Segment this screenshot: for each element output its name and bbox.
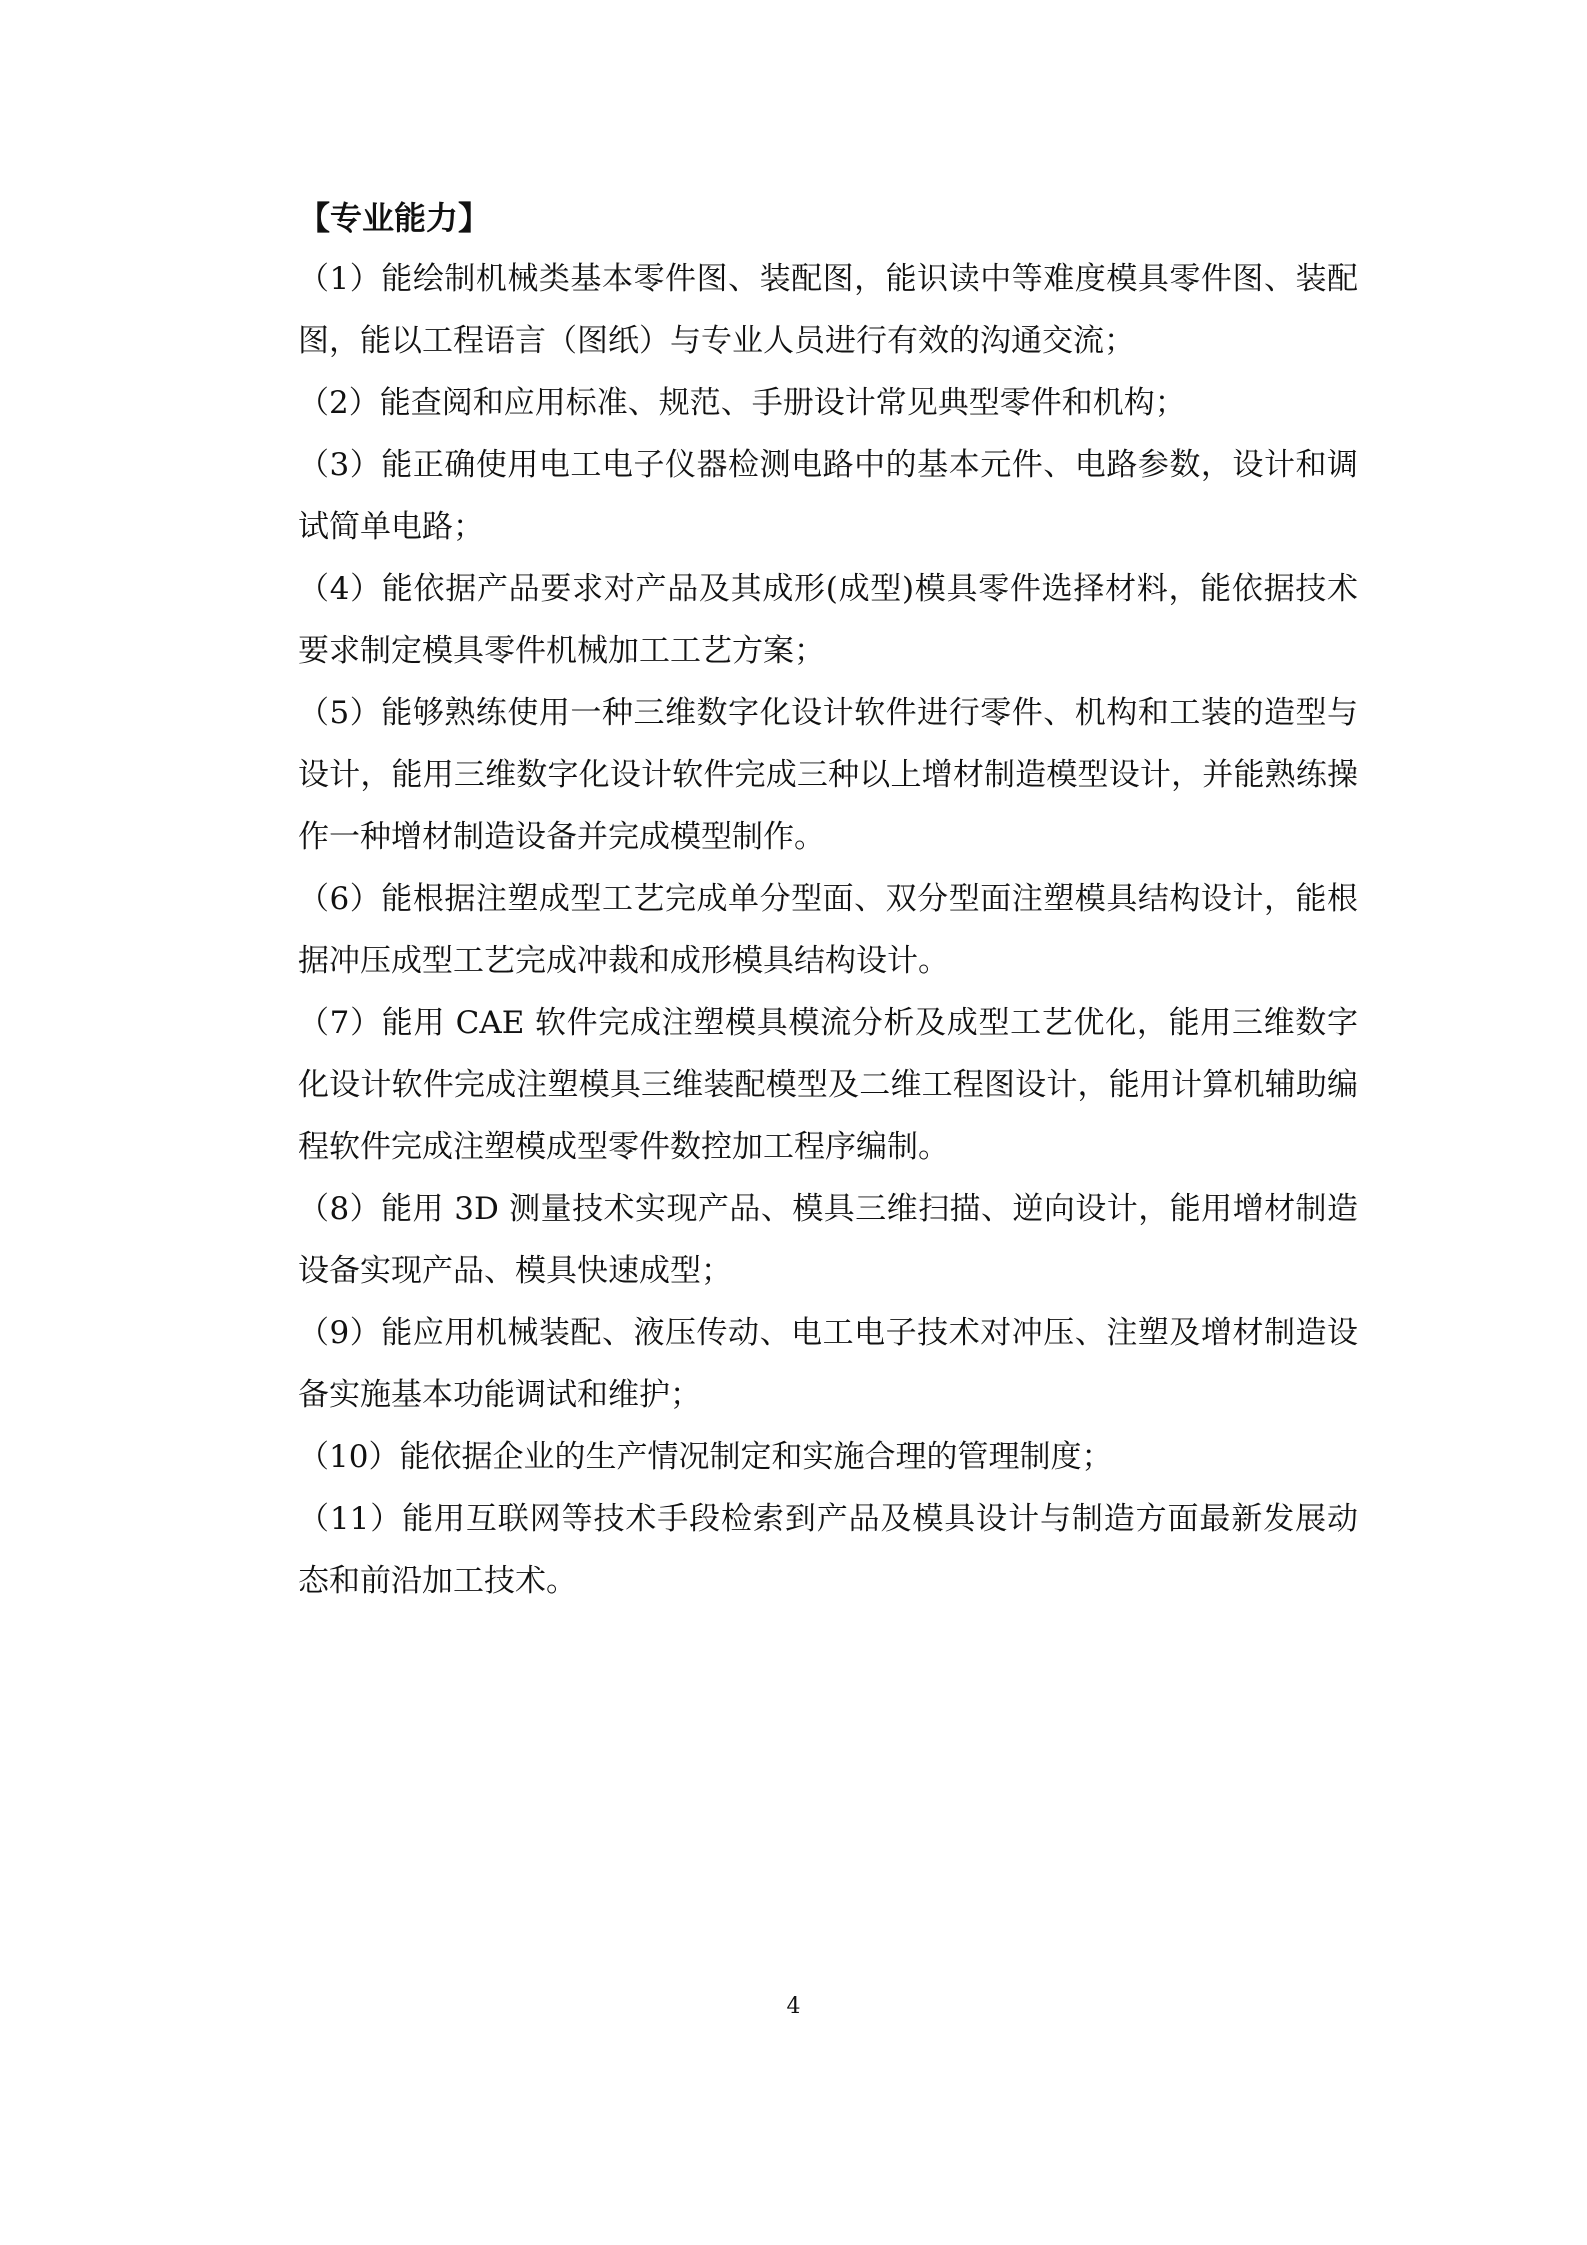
ability-item-2: （2）能查阅和应用标准、规范、手册设计常见典型零件和机构；	[298, 385, 1186, 421]
ability-item-9: （9）能应用机械装配、液压传动、电工电子技术对冲压、注塑及增材制造设备实施基本功能调试和维护；	[298, 1315, 1358, 1413]
ability-item-8: （8）能用 3D 测量技术实现产品、模具三维扫描、逆向设计，能用增材制造设备实现产品、模具快速成型；	[298, 1191, 1358, 1289]
ability-item-4: （4）能依据产品要求对产品及其成形(成型)模具零件选择材料，能依据技术要求制定模具零件机械加工工艺方案；	[298, 571, 1358, 669]
ability-item-1: （1）能绘制机械类基本零件图、装配图，能识读中等难度模具零件图、装配图，能以工程语言（图纸）与专业人员进行有效的沟通交流；	[298, 261, 1358, 359]
ability-item-5: （5）能够熟练使用一种三维数字化设计软件进行零件、机构和工装的造型与设计，能用三维数字化设计软件完成三种以上增材制造模型设计，并能熟练操作一种增材制造设备并完成模型制作。	[298, 695, 1358, 855]
ability-item-7: （7）能用 CAE 软件完成注塑模具模流分析及成型工艺优化，能用三维数字化设计软件完成注塑模具三维装配模型及二维工程图设计，能用计算机辅助编程软件完成注塑模成型零件数控加工程序编制。	[298, 1005, 1358, 1165]
ability-list	[298, 248, 1358, 1612]
ability-item-10: （10）能依据企业的生产情况制定和实施合理的管理制度；	[298, 1439, 1113, 1475]
ability-item-11: （11）能用互联网等技术手段检索到产品及模具设计与制造方面最新发展动态和前沿加工技术。	[298, 1501, 1358, 1599]
section-professional-ability	[298, 188, 1358, 1612]
ability-item-6: （6）能根据注塑成型工艺完成单分型面、双分型面注塑模具结构设计，能根据冲压成型工艺完成冲裁和成形模具结构设计。	[298, 881, 1358, 979]
section-heading: 【专业能力】	[298, 199, 491, 237]
page-number: 4	[786, 1994, 801, 2019]
ability-item-3: （3）能正确使用电工电子仪器检测电路中的基本元件、电路参数，设计和调试简单电路；	[298, 447, 1358, 545]
